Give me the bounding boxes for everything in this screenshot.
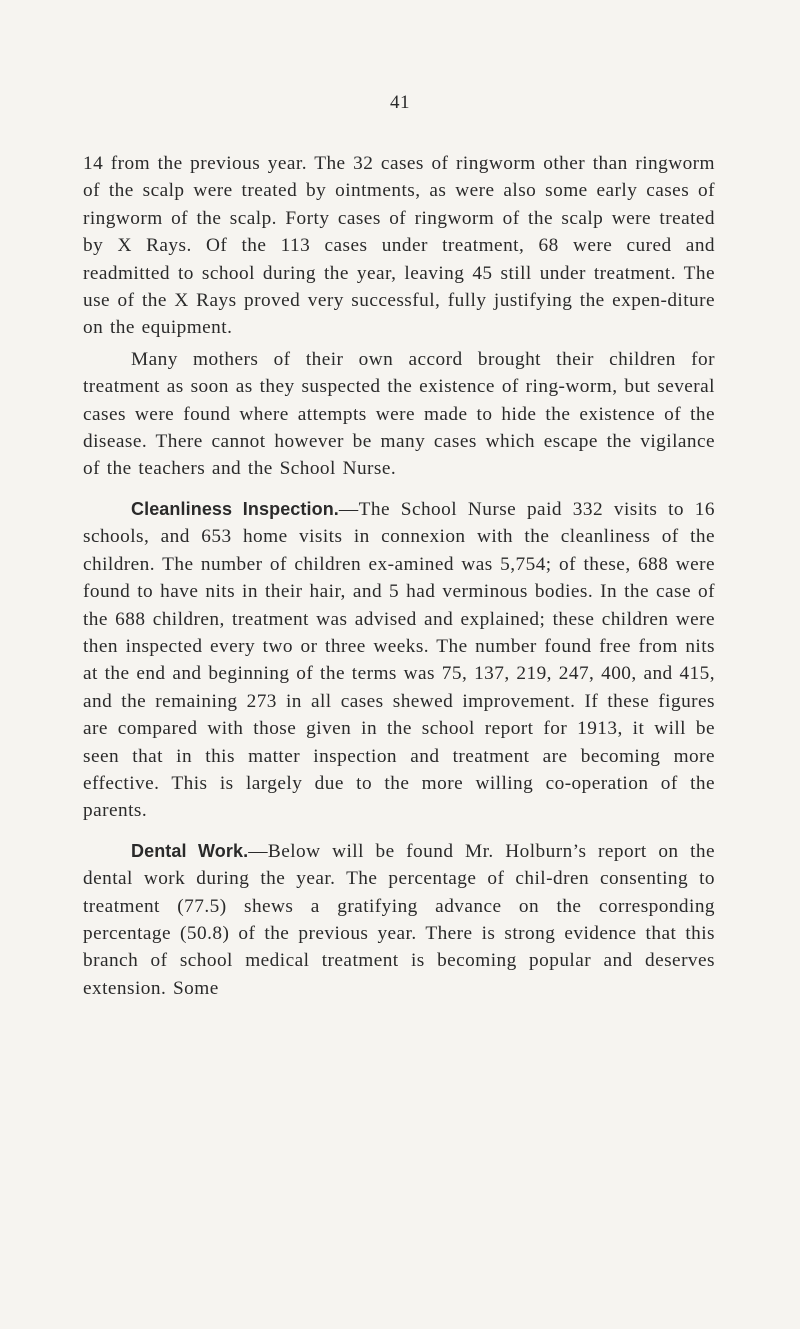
paragraph-text: —Below will be found Mr. Holburn’s report on the dental work during the year. The percentage of chil-dren consenting to treatment (77.5) shews a gratifying advance on the corresponding percentage (50.8) of the previous year. There is strong evidence that this branch of school medical treatment is becoming popular and deserves extension. Some: [83, 840, 715, 999]
section-heading-cleanliness: Cleanliness Inspection.: [131, 498, 339, 519]
paragraph-mothers-accord: [83, 346, 715, 483]
page-number: 41: [390, 92, 410, 113]
paragraph-ringworm-treatment: [83, 150, 715, 342]
paragraph-text: 14 from the previous year. The 32 cases of ringworm other than ringworm of the scalp were treated by ointments, as were also some early cases of ringworm of the scalp. Forty cases of ringworm of the scalp were treated by X Rays. Of the 113 cases under treatment, 68 were cured and readmitted to school during the year, leaving 45 still under treatment. The use of the X Rays proved very successful, fully justifying the expen-diture on the equipment.: [83, 153, 715, 339]
section-heading-dental: Dental Work.: [131, 840, 249, 861]
body-text: [83, 150, 715, 1002]
paragraph-text: Many mothers of their own accord brought their children for treatment as soon as they suspected the existence of ring-worm, but several cases were found where attempts were made to hide the existence of the disease. There cannot however be many cases which escape the vigilance of the teachers and the School Nurse.: [83, 348, 715, 480]
paragraph-dental-work: [83, 838, 715, 1002]
paragraph-text: —The School Nurse paid 332 visits to 16 schools, and 653 home visits in connexion with the cleanliness of the children. The number of children ex-amined was 5,754; of these, 688 were found to have nits in their hair, and 5 had verminous bodies. In the case of the 688 children, treatment was advised and explained; these children were then inspected every two or three weeks. The number found free from nits at the end and beginning of the terms was 75, 137, 219, 247, 400, and 415, and the remaining 273 in all cases shewed improvement. If these figures are compared with those given in the school report for 1913, it will be seen that in this matter inspection and treatment are becoming more effective. This is largely due to the more willing co-operation of the parents.: [83, 498, 715, 822]
paragraph-cleanliness-inspection: [83, 496, 715, 825]
